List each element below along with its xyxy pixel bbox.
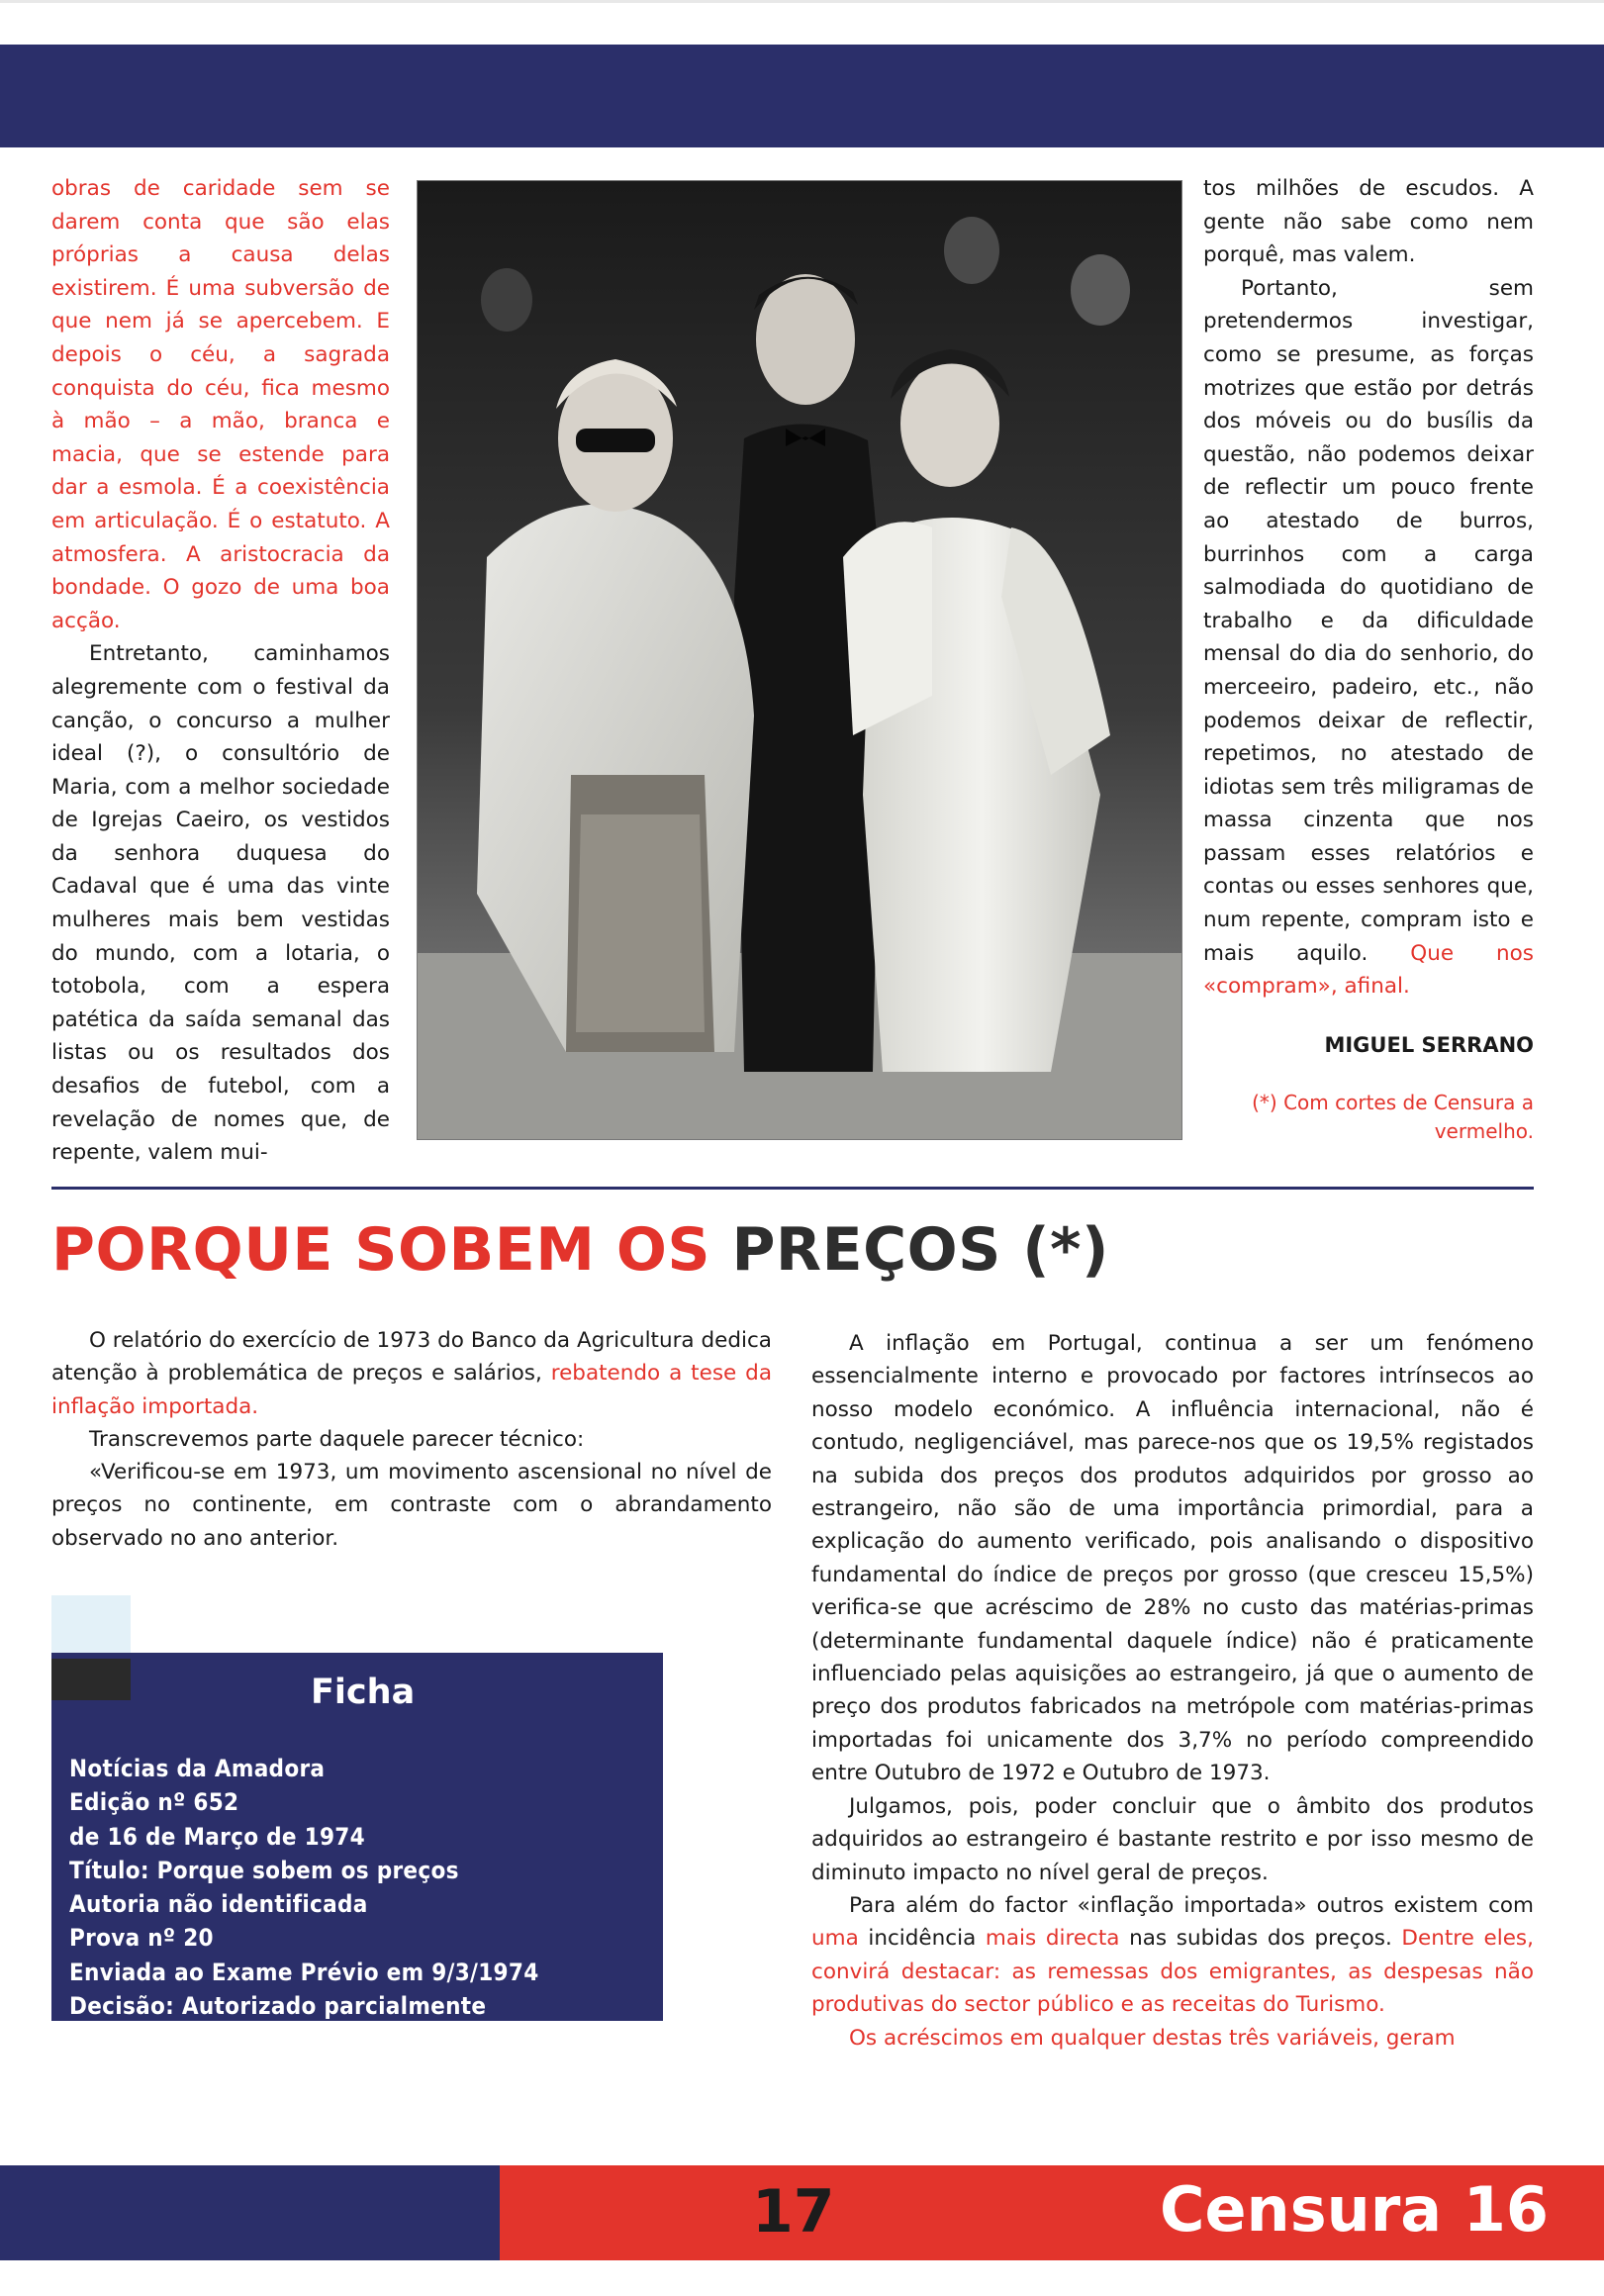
article-left-column <box>51 1324 772 1555</box>
photo-aristocrats <box>417 180 1182 1140</box>
section-divider <box>51 1187 1534 1190</box>
author-byline: MIGUEL SERRANO <box>1324 1033 1534 1057</box>
left-text-column <box>51 172 390 1170</box>
body-paragraph <box>51 1324 772 1423</box>
ficha-line: Edição nº 652 <box>69 1788 239 1817</box>
ficha-tab-shadow <box>51 1659 131 1700</box>
header-band <box>0 45 1604 147</box>
article-right-column <box>811 1327 1534 2055</box>
body-paragraph <box>811 1889 1534 2022</box>
ficha-line: Enviada ao Exame Prévio em 9/3/1974 <box>69 1958 539 1986</box>
body-paragraph <box>1203 272 1534 1004</box>
censored-sentence: Que nos «compram», afinal. <box>1203 940 1534 1000</box>
ficha-line: Largura da coluna: 8,4 cm <box>69 2059 392 2088</box>
ficha-line: Título: Porque sobem os preços <box>69 1856 459 1884</box>
ficha-line: Prova nº 20 <box>69 1924 214 1953</box>
headline-red-part: PORQUE SOBEM OS <box>51 1215 711 1285</box>
ficha-line: Comprimento total: 15 cm <box>69 2093 392 2122</box>
body-text: Portanto, sem pretendermos investigar, como se presume, as forças motrizes que estão por detrás dos móveis ou do busílis da questão, não podemos deixar de reflectir um pouco frente ao atestado de burros, burrinhos com a carga salmodiada do quotidiano de trabalho e da dificuldade mensal do dia do senhorio, do merceeiro, padeiro, etc., não podemos deixar de reflectir, repetimos, no atestado de idiotas sem três miligramas de massa cinzenta que nos passam esses relatórios e contas ou esses senhores que, num repente, compram isto e mais aquilo. <box>1203 275 1534 966</box>
ficha-line: Decisão: Autorizado parcialmente <box>69 1992 487 2021</box>
body-paragraph: tos milhões de escudos. A gente não sabe como nem porquê, mas valem. <box>1203 176 1534 268</box>
ficha-line: de 16 de Março de 1974 <box>69 1822 365 1851</box>
body-paragraph: Julgamos, pois, poder concluir que o âmbito dos produtos adquiridos ao estrangeiro é bastante restrito e por isso mesmo de diminuto impacto no nível geral de preços. <box>811 1793 1534 1885</box>
page-number: 17 <box>752 2177 835 2247</box>
body-paragraph: Entretanto, caminhamos alegremente com o festival da canção, o concurso a mulher ideal (?), o consultório de Maria, com a melhor sociedade de Igrejas Caeiro, os vestidos da senhora duquesa do Cadaval que é uma das vinte mulheres mais bem vestidas do mundo, com a lotaria, o totobola, com a espera patética da saída semanal das listas ou os resultados dos desafios de futebol, com a revelação de nomes que, de repente, valem mui- <box>51 641 390 1166</box>
censored-word: uma <box>811 1926 859 1952</box>
body-text: Para além do factor «inflação importada» outros existem com <box>849 1892 1534 1918</box>
censored-phrase: rebatendo a tese da inflação importada. <box>51 1361 772 1419</box>
censorship-note: (*) Com cortes de Censura a vermelho. <box>1252 1091 1534 1143</box>
body-text: incidência <box>868 1926 977 1952</box>
censored-sentence: Dentre eles, convirá destacar: as remessas dos emigrantes, as despesas não produtivas do sector público e as receitas do Turismo. <box>811 1926 1534 2018</box>
censored-phrase: mais directa <box>985 1926 1120 1952</box>
body-paragraph: «Verificou-se em 1973, um movimento ascensional no nível de preços no continente, em contraste com o abrandamento observado no ano anterior. <box>51 1460 772 1551</box>
censored-paragraph: Os acréscimos em qualquer destas três variáveis, geram <box>849 2025 1456 2051</box>
body-text: O relatório do exercício de 1973 do Banco da Agricultura dedica atenção à problemática de preços e salários, <box>51 1328 772 1387</box>
ficha-line: Nº de linguados: 1 <box>69 2026 298 2055</box>
ficha-details <box>69 1752 539 2125</box>
body-paragraph: Transcrevemos parte daquele parecer técnico: <box>89 1426 585 1452</box>
top-edge-line <box>0 0 1604 3</box>
ficha-title: Ficha <box>311 1673 416 1712</box>
body-paragraph: A inflação em Portugal, continua a ser um fenómeno essencialmente interno e provocado por factores intrínsecos ao nosso modelo económico. A influência internacional, não é contudo, negligenciável, mas parece-nos que os 19,5% registados na subida dos preços dos produtos adquiridos por grosso ao estrangeiro, não são de uma importância primordial, para a explicação do aumento verificado, pois analisando o dispositivo fundamental do índice de preços por grosso (que cresceu 15,5%) verifica-se que acréscimo de 28% no custo das matérias-primas (determinante fundamental daquele índice) não é praticamente influenciado pelas aquisições ao estrangeiro, já que o aumento de preço dos produtos fabricados na metrópole com matérias-primas importadas foi unicamente dos 3,7% no período compreendido entre Outubro de 1972 e Outubro de 1973. <box>811 1331 1534 1786</box>
censored-paragraph: obras de caridade sem se darem conta que são elas próprias a causa delas existirem. É uma subversão de que nem já se apercebem. E depois o céu, a sagrada conquista do céu, fica mesmo à mão – a mão, branca e macia, que se estende para dar a esmola. É a coexistência em articulação. É o estatuto. A atmosfera. A aristocracia da bondade. O gozo de uma boa acção. <box>51 176 390 633</box>
article-headline <box>51 1215 1109 1285</box>
headline-dark-part: PREÇOS (*) <box>731 1215 1109 1285</box>
publication-name: Censura 16 <box>1160 2173 1550 2246</box>
body-text: nas subidas dos preços. <box>1129 1926 1392 1952</box>
right-text-column <box>1203 172 1534 1004</box>
ficha-line: Autoria não identificada <box>69 1890 368 1919</box>
footer-band-navy <box>0 2165 500 2260</box>
ficha-line: Notícias da Amadora <box>69 1755 326 1782</box>
ficha-box <box>51 1653 663 2122</box>
photo-illustration <box>418 181 1181 1139</box>
